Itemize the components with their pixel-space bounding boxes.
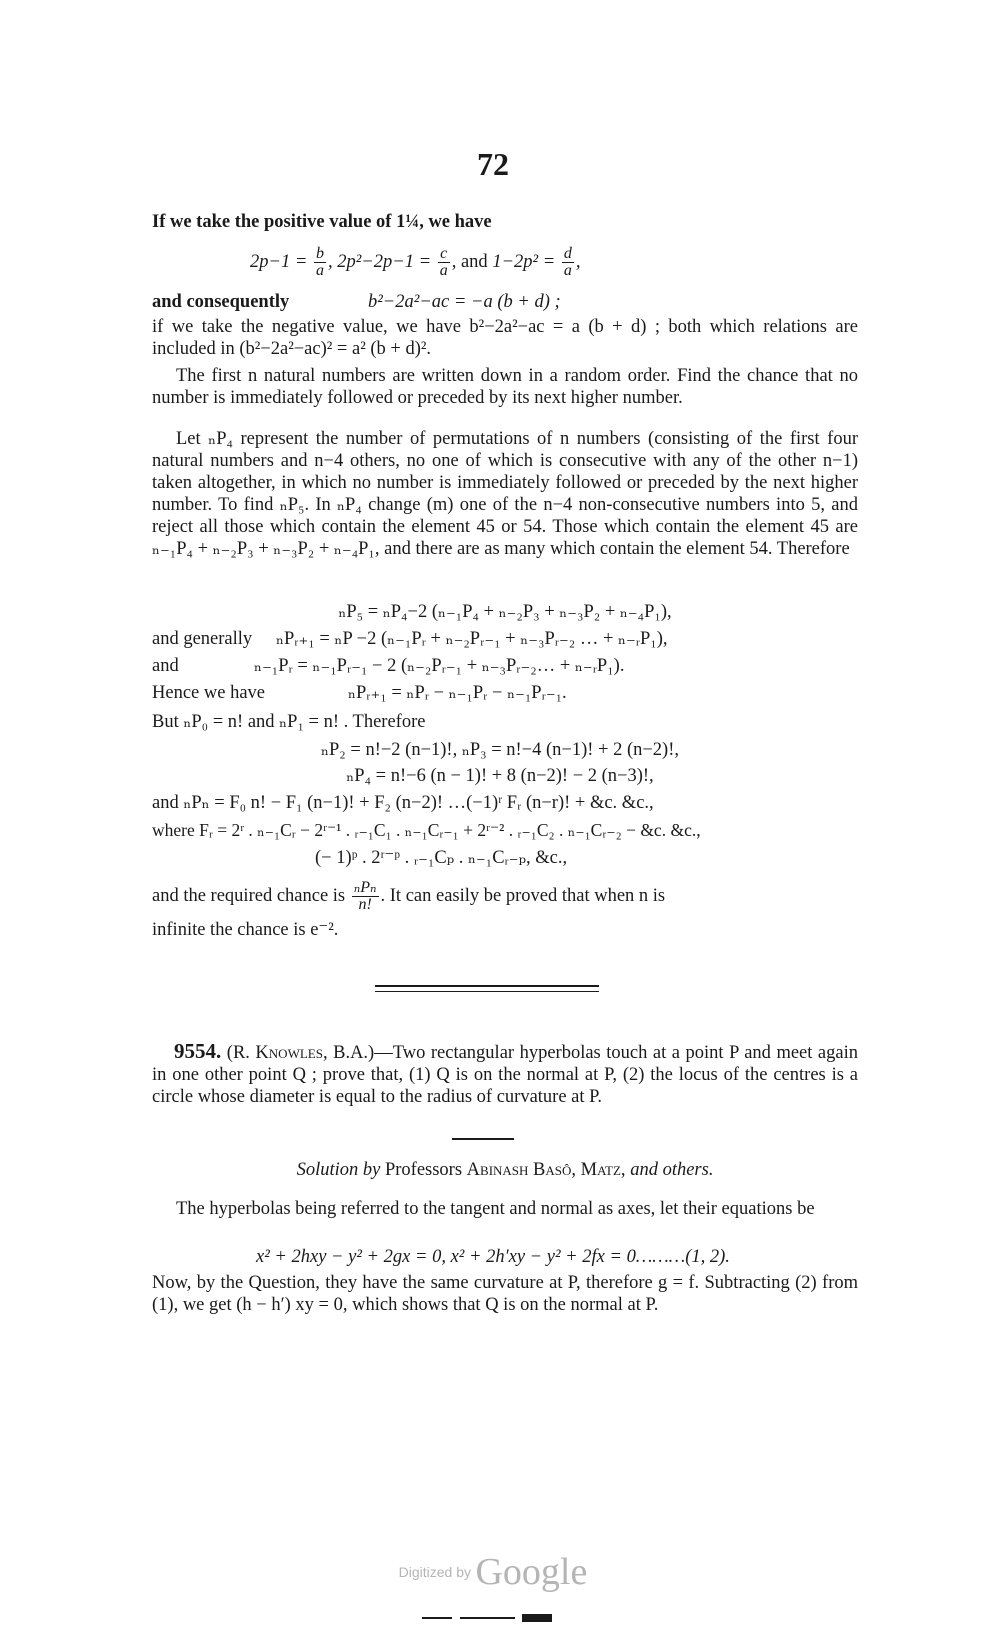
equation-text: b²−2a²−ac = −a (b + d) ; bbox=[368, 292, 561, 312]
text-line: infinite the chance is e⁻². bbox=[152, 920, 339, 940]
paragraph: The hyperbolas being referred to the tangent and normal as axes, let their equations be bbox=[176, 1199, 815, 1219]
problem-text: The first n natural numbers are written down in a random order. Find the chance that no number is immediately followed or preceded by its next higher number. bbox=[152, 366, 858, 408]
equation-line bbox=[152, 681, 858, 705]
fraction bbox=[438, 246, 450, 279]
solution-heading-suffix: and others. bbox=[625, 1160, 714, 1180]
equation-label: and generally bbox=[152, 629, 253, 649]
google-logo: Google bbox=[475, 1551, 588, 1593]
text-line: If we take the positive value of 1¼, we have bbox=[152, 212, 492, 232]
fraction-numerator: d bbox=[563, 245, 572, 263]
equation-line: (− 1)ᵖ . 2ʳ⁻ᵖ . ᵣ₋₁Cₚ . ₙ₋₁Cᵣ₋ₚ, &c., bbox=[315, 848, 568, 868]
fraction bbox=[314, 246, 326, 279]
paragraph: Let ₙP₄ represent the number of permutations of n numbers (consisting of the first four natural numbers and n−4 others, no one of which is consecutive with any of the other n−1) taken altogether, in which no number is immediately followed or preceded by the next higher number. To find ₙP₅. In ₙP₄ change (m) one of the n−4 non-consecutive numbers into 5, and reject all those which contain the element 45 or 54. Those which contain the element 45 are ₙ₋₁P₄ + ₙ₋₂P₃ + ₙ₋₃P₂ + ₙ₋₄P₁, and there are as many which contain the element 54. Therefore bbox=[152, 429, 858, 559]
equation-part: , bbox=[575, 252, 581, 272]
equation-part: 1−2p² = bbox=[492, 252, 556, 272]
solution-heading bbox=[152, 1158, 858, 1182]
equation-line bbox=[152, 290, 858, 314]
fraction-numerator: ₙPₙ bbox=[353, 879, 377, 897]
problem-statement: —Two rectangular hyperbolas touch at a point P and meet again in one other point Q ; prove that, (1) Q is on the normal at P, (2) the locus of the centres is a circle whose diameter is equal to the radius of curvature at P. bbox=[152, 1043, 858, 1107]
solution-heading-title: Professors bbox=[380, 1160, 467, 1180]
separator-rule bbox=[375, 985, 599, 987]
equation-line bbox=[250, 240, 850, 284]
scan-mark bbox=[422, 1617, 452, 1619]
equation-part: and the required chance is bbox=[152, 886, 346, 906]
fraction-denominator: a bbox=[315, 262, 324, 280]
equation-text: ₙ₋₁Pᵣ = ₙ₋₁Pᵣ₋₁ − 2 (ₙ₋₂Pᵣ₋₁ + ₙ₋₃Pᵣ₋₂… + ₙ₋ᵣP₁). bbox=[254, 656, 625, 676]
problem-number: 9554. bbox=[174, 1039, 222, 1063]
equation-line bbox=[152, 876, 858, 916]
equation-line: x² + 2hxy − y² + 2gx = 0, x² + 2h′xy − y² + 2fx = 0………(1, 2). bbox=[256, 1247, 730, 1267]
equation-part: 2p−1 = bbox=[250, 252, 308, 272]
watermark-prefix: Digitized by bbox=[398, 1564, 472, 1580]
equation-text: ₙPᵣ₊₁ = ₙPᵣ − ₙ₋₁Pᵣ − ₙ₋₁Pᵣ₋₁. bbox=[348, 683, 567, 703]
problem-9554 bbox=[152, 1040, 858, 1108]
equation-line bbox=[152, 627, 858, 651]
equation-part: , and bbox=[451, 252, 493, 272]
paragraph: Now, by the Question, they have the same curvature at P, therefore g = f. Subtracting (2) from (1), we get (h − h′) xy = 0, which shows that Q is on the normal at P. bbox=[152, 1273, 858, 1315]
fraction-denominator: a bbox=[563, 262, 572, 280]
equation-text: ₙPᵣ₊₁ = ₙP −2 (ₙ₋₁Pᵣ + ₙ₋₂Pᵣ₋₁ + ₙ₋₃Pᵣ₋₂ … + ₙ₋ᵣP₁), bbox=[276, 629, 668, 649]
scan-mark bbox=[522, 1614, 552, 1622]
equation-line bbox=[152, 654, 858, 678]
equation-part: , 2p²−2p−1 = bbox=[327, 252, 432, 272]
equation-part: . It can easily be proved that when n is bbox=[380, 886, 666, 906]
solution-heading-names: Abinash Basô, Matz, bbox=[466, 1160, 626, 1180]
fraction-numerator: b bbox=[315, 245, 324, 263]
equation-line: and ₙPₙ = F₀ n! − F₁ (n−1)! + F₂ (n−2)! …(−1)ʳ Fᵣ (n−r)! + &c. &c., bbox=[152, 793, 654, 813]
equation-label: Hence we have bbox=[152, 683, 265, 703]
equation-line: ₙP₅ = ₙP₄−2 (ₙ₋₁P₄ + ₙ₋₂P₃ + ₙ₋₃P₂ + ₙ₋₄P₁), bbox=[338, 602, 672, 622]
scan-mark bbox=[460, 1617, 515, 1619]
fraction-numerator: c bbox=[438, 246, 450, 263]
solution-heading-prefix: Solution by bbox=[296, 1160, 381, 1180]
equation-label: and consequently bbox=[152, 292, 290, 312]
fraction-denominator: a bbox=[439, 262, 448, 280]
equation-label: and bbox=[152, 656, 179, 676]
fraction bbox=[352, 880, 379, 913]
equation-line: where Fᵣ = 2ʳ . ₙ₋₁Cᵣ − 2ʳ⁻¹ . ᵣ₋₁C₁ . ₙ₋₁Cᵣ₋₁ + 2ʳ⁻² . ᵣ₋₁C₂ . ₙ₋₁Cᵣ₋₂ − &c. &c., bbox=[152, 820, 701, 840]
page-number: 72 bbox=[477, 146, 509, 182]
separator-rule bbox=[375, 991, 599, 992]
fraction-denominator: n! bbox=[358, 896, 372, 914]
digitized-by-google-watermark bbox=[0, 1550, 986, 1594]
equation-line: ₙP₂ = n!−2 (n−1)!, ₙP₃ = n!−4 (n−1)! + 2 (n−2)!, bbox=[321, 740, 679, 760]
paragraph: if we take the negative value, we have b²−2a²−ac = a (b + d) ; both which relations are included in (b²−2a²−ac)² = a² (b + d)². bbox=[152, 317, 858, 359]
equation-line: But ₙP₀ = n! and ₙP₁ = n! . Therefore bbox=[152, 712, 426, 732]
equation-line: ₙP₄ = n!−6 (n − 1)! + 8 (n−2)! − 2 (n−3)!, bbox=[346, 766, 654, 786]
fraction bbox=[562, 246, 574, 279]
short-rule bbox=[452, 1138, 514, 1140]
problem-author: (R. Knowles, B.A.) bbox=[226, 1043, 375, 1063]
